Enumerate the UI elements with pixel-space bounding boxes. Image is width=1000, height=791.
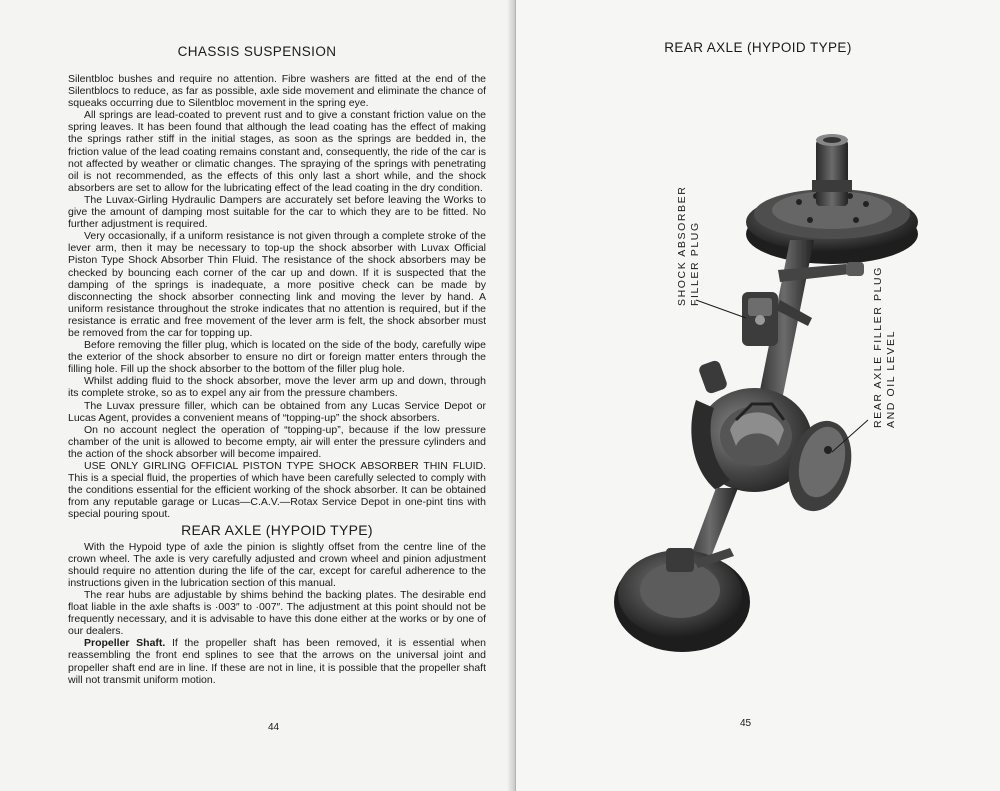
paragraph [68, 637, 486, 685]
lower-brake-drum [614, 548, 750, 652]
axle-filler-label [872, 266, 898, 428]
paragraph: Very occasionally, if a uniform resistance is not given through a complete stroke of the lever arm, then it may be necessary to top-up the shock absorber with Luvax Official Piston Type Shock Absorber Thin Fluid. The resistance of the shock absorbers may be checked by bouncing each corner of the car up and down. If it is suspected that the damping of the springs is inadequate, a more positive check can be made by disconnecting the shock absorber connecting link and moving the lever by hand. A uniform resistance throughout the stroke indicates that no attention is required, but if the resistance is erratic and free movement of the lever arm is felt, the shock absorber must be removed from the car for topping up. [68, 230, 486, 339]
paragraph: The rear hubs are adjustable by shims behind the backing plates. The desirable end float liable in the axle shafts is ·003″ to ·007″. The adjustment at this point should not be frequently necessary, and it is advisable to have this done either at the works or by one of our dealers. [68, 588, 486, 638]
page-title: CHASSIS SUSPENSION [177, 44, 337, 59]
shock-absorber [742, 262, 864, 346]
shock-absorber-label [676, 186, 702, 306]
figure-title: REAR AXLE (HYPOID TYPE) [664, 40, 852, 55]
shock-label-leader [696, 300, 746, 318]
propeller-text: If the propeller shaft has been removed, it is essential when reassembling the front end splines to see that the arrows on the universal joint and propeller shaft end are in line. If these are not in line, it is possible that the propeller shaft will not transmit uniform motion. [68, 637, 486, 686]
right-page [516, 0, 1000, 791]
body-text [68, 73, 486, 686]
paragraph: On no account neglect the operation of “topping-up”, because if the low pressure chamber of the unit is allowed to become empty, air will enter the pressure cylinders and the action of the shock absorber will become impaired. [68, 423, 486, 460]
propeller-runin: Propeller Shaft. [84, 637, 166, 650]
page-number: 45 [740, 718, 752, 729]
paragraph: The Luvax pressure filler, which can be obtained from any Lucas Service Depot or Lucas Agent, provides a convenient means of “topping-up” the shock absorbers. [68, 399, 486, 424]
paragraph: All springs are lead-coated to prevent rust and to give a constant friction value on the spring leaves. It has been found that although the lead coating has the effect of making the springs rather stiff in the initial stages, as soon as the springs are bedded in, the friction value of the lead coating remains constant and, consequently, the ride of the car is not affected by weather or climatic changes. The spraying of the springs with penetrating oil is not recommended, as the effects of this only last a short while, and the shock absorbers are set to allow for the lubricating effect of the lead coating in the dry condition. [68, 109, 486, 194]
rear-axle-illustration [516, 0, 1000, 791]
paragraph: The Luvax-Girling Hydraulic Dampers are accurately set before leaving the Works to give the amount of damping most suitable for the car to which they are to be fitted. No further adjustment is required. [68, 193, 486, 231]
paragraph: With the Hypoid type of axle the pinion is slightly offset from the centre line of the crown wheel. The axle is very carefully adjusted and crown wheel and pinion adjustment should require no attention during the life of the car, except for careful adherence to the instructions given in the lubrication section of this manual. [68, 540, 486, 589]
paragraph: Silentbloc bushes and require no attention. Fibre washers are fitted at the end of the Silentblocs to reduce, as far as possible, axle side movement and eliminate the chance of squeaks occurring due to Silentbloc movement in the spring eye. [68, 73, 486, 110]
section-heading: REAR AXLE (HYPOID TYPE) [181, 522, 373, 539]
label-line: FILLER PLUG [689, 221, 701, 306]
filler-plug [824, 446, 832, 454]
label-line: SHOCK ABSORBER [676, 185, 688, 306]
hub-stub [812, 134, 852, 206]
paragraph: Before removing the filler plug, which is located on the side of the body, carefully wipe the exterior of the shock absorber to ensure no dirt or foreign matter enters through the filling hole. Fill up the shock absorber to the bottom of the filler plug hole. [68, 339, 486, 376]
paragraph: USE ONLY GIRLING OFFICIAL PISTON TYPE SHOCK ABSORBER THIN FLUID. This is a special fluid, the properties of which have been carefully selected to comply with the conditions essential for the efficient working of the shock absorber. It can be obtained from any reputable garage or Lucas—C.A.V.—Rotax Service Depot in one-pint tins with special pouring spout. [68, 460, 486, 521]
label-line: AND OIL LEVEL [885, 329, 897, 428]
paragraph: Whilst adding fluid to the shock absorber, move the lever arm up and down, through its complete stroke, so as to expel any air from the pressure chambers. [68, 375, 486, 400]
label-line: REAR AXLE FILLER PLUG [872, 266, 884, 428]
page-number: 44 [268, 722, 280, 733]
